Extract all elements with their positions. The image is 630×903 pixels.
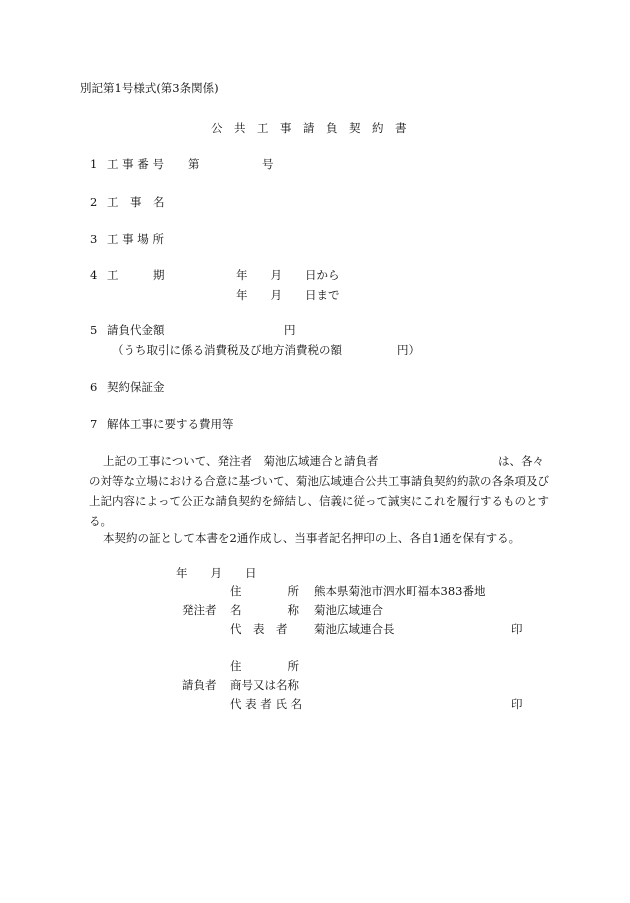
- period-end: 年 月 日まで: [236, 288, 340, 302]
- contractor-seal-mark: 印: [511, 697, 523, 711]
- orderer-representative: 菊池広域連合長: [314, 622, 395, 636]
- item-1-prefix: 第: [188, 157, 200, 171]
- orderer-name: 菊池広域連合: [314, 603, 383, 617]
- item-3-label: 工 事 場 所: [107, 232, 164, 246]
- item-7-number: 7: [90, 417, 98, 431]
- body-paragraph-1-start: 上記の工事について、発注者 菊池広域連合と請負者: [103, 454, 379, 468]
- contract-date: 年 月 日: [176, 566, 257, 580]
- orderer-representative-label: 代 表 者: [230, 622, 288, 636]
- item-5-label: 請負代金額: [107, 323, 165, 337]
- item-6-number: 6: [90, 380, 98, 394]
- contractor-address-label: 住 所: [230, 659, 299, 673]
- item-2-label: 工 事 名: [107, 195, 165, 209]
- item-5-number: 5: [90, 323, 98, 337]
- item-1-number: 1: [90, 157, 98, 171]
- contract-amount-unit: 円: [284, 323, 296, 337]
- body-paragraph-1-continued: の対等な立場における合意に基づいて、菊池広域連合公共工事請負契約約款の各条項及び上記内容によって公正な請負契約を締結し、信義に従って誠実にこれを履行するものとする。: [89, 474, 549, 528]
- contractor-role: 請負者: [182, 678, 217, 692]
- contractor-representative-label: 代 表 者 氏 名: [230, 697, 303, 711]
- tax-amount-unit: 円）: [397, 343, 420, 357]
- item-1-label: 工 事 番 号: [107, 157, 164, 171]
- item-1-suffix: 号: [262, 157, 274, 171]
- orderer-role: 発注者: [182, 603, 217, 617]
- form-header: 別記第1号様式(第3条関係): [80, 81, 219, 95]
- orderer-address: 熊本県菊池市泗水町福本383番地: [314, 584, 486, 598]
- item-6-label: 契約保証金: [107, 380, 165, 394]
- orderer-seal-mark: 印: [511, 622, 523, 636]
- body-paragraph-1-end: は、各々: [498, 454, 544, 468]
- item-3-number: 3: [90, 232, 98, 246]
- item-4-label: 工 期: [107, 268, 165, 282]
- contractor-name-label: 商号又は名称: [230, 678, 299, 692]
- item-7-label: 解体工事に要する費用等: [107, 417, 234, 431]
- orderer-name-label: 名 称: [230, 603, 299, 617]
- document-title: 公 共 工 事 請 負 契 約 書: [211, 121, 407, 135]
- item-4-number: 4: [90, 268, 98, 282]
- orderer-address-label: 住 所: [230, 584, 299, 598]
- tax-amount-label: （うち取引に係る消費税及び地方消費税の額: [112, 343, 342, 357]
- item-2-number: 2: [90, 195, 98, 209]
- period-start: 年 月 日から: [236, 268, 340, 282]
- body-paragraph-2: 本契約の証として本書を2通作成し、当事者記名押印の上、各自1通を保有する。: [103, 531, 521, 545]
